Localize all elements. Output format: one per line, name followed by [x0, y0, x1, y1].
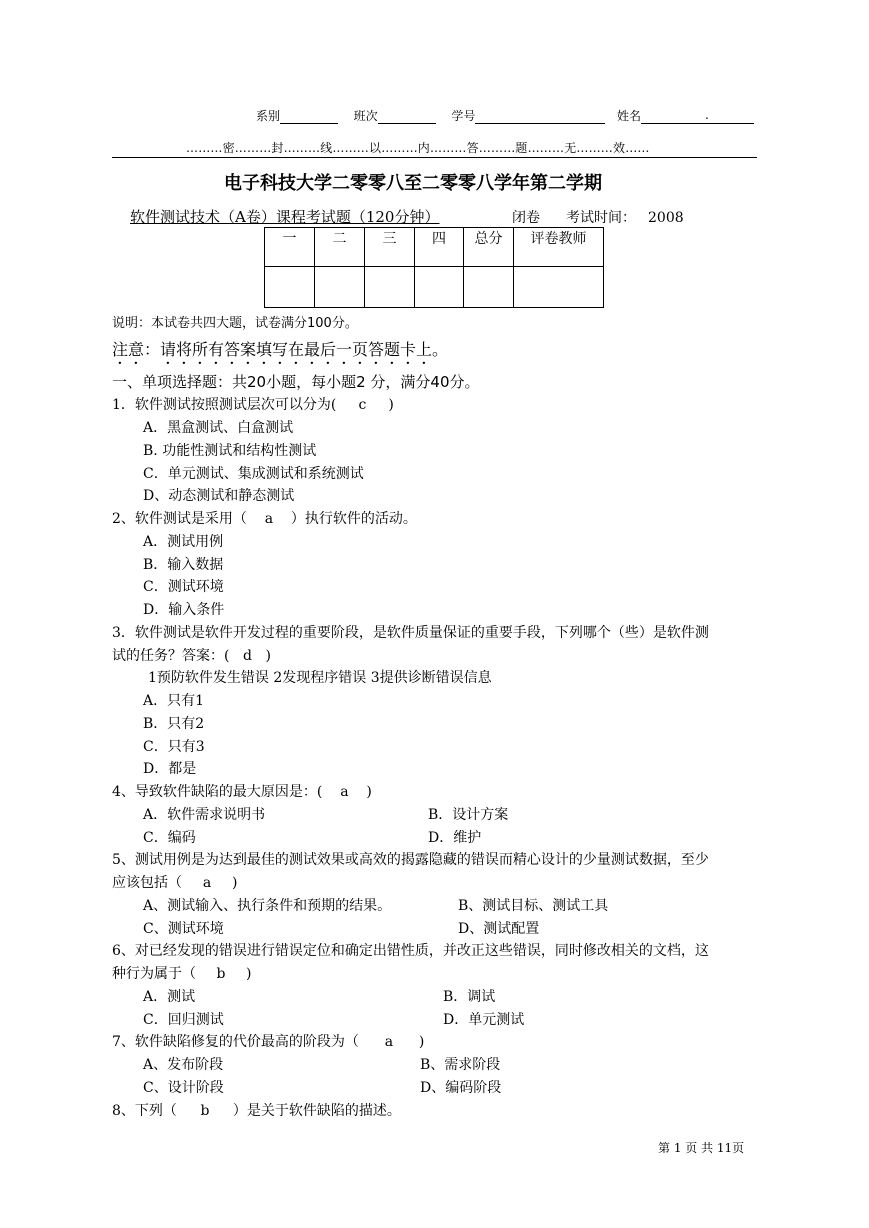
exam-time-value: 2008	[648, 210, 684, 226]
attention-text: 请将所有答案填写在最后一页答题卡上。	[160, 340, 449, 359]
answer-blank: d	[242, 648, 252, 664]
option: C．编码	[143, 830, 196, 846]
question-6-stem-cont: 种行为属于（ b )	[112, 966, 252, 982]
question-1-stem: 1．软件测试按照测试层次可以分为( c )	[112, 397, 394, 413]
header-rule	[112, 157, 757, 158]
question-2-stem: 2、软件测试是采用（ a ）执行软件的活动。	[112, 511, 417, 527]
option: C、设计阶段	[143, 1080, 224, 1096]
score-cell[interactable]	[464, 267, 514, 308]
question-7-stem: 7、软件缺陷修复的代价最高的阶段为（ a )	[112, 1034, 425, 1050]
name-field[interactable]	[641, 109, 754, 124]
question-3-stem: 3．软件测试是软件开发过程的重要阶段，是软件质量保证的重要手段，下列哪个（些）是软件测	[112, 625, 709, 641]
exam-subtitle	[130, 207, 439, 227]
score-cell[interactable]	[514, 267, 604, 308]
option: C．只有3	[143, 739, 205, 755]
class-field[interactable]	[378, 109, 436, 124]
exam-title: 电子科技大学二零零八至二零零八学年第二学期	[224, 173, 602, 194]
score-table	[264, 227, 604, 308]
course-title: 软件测试技术（A卷）课程考试题（120分钟）	[130, 208, 440, 226]
name-label: 姓名	[617, 109, 642, 123]
answer-blank: a	[264, 511, 274, 527]
option: D．输入条件	[143, 602, 225, 618]
question-6-stem: 6、对已经发现的错误进行错误定位和确定出错性质，并改正这些错误，同时修改相关的文档，这	[112, 943, 709, 959]
option: D、编码阶段	[420, 1080, 502, 1096]
question-5-stem-cont: 应该包括（ a )	[112, 875, 238, 891]
seal-line: ………密………封………线………以………内………答………题………无………效……	[186, 141, 650, 155]
option: A．软件需求说明书	[143, 807, 266, 823]
option: D．单元测试	[443, 1012, 525, 1028]
exam-explanation: 说明：本试卷共四大题，试卷满分100分。	[112, 316, 358, 331]
option: B．输入数据	[143, 557, 224, 573]
exam-time-label: 考试时间：	[566, 210, 636, 226]
question-5-stem: 5、测试用例是为达到最佳的测试效果或高效的揭露隐藏的错误而精心设计的少量测试数据，至少	[112, 852, 709, 868]
option: B. 功能性测试和结构性测试	[143, 443, 317, 459]
option: A、发布阶段	[143, 1057, 224, 1073]
option: B、需求阶段	[420, 1057, 501, 1073]
score-cell[interactable]	[265, 267, 315, 308]
option: A．黑盒测试、白盒测试	[143, 420, 294, 436]
score-cell[interactable]	[365, 267, 415, 308]
score-header: 评卷教师	[514, 228, 604, 267]
answer-blank: b	[200, 1103, 210, 1119]
answer-blank: a	[340, 784, 349, 800]
option: A．测试	[143, 989, 196, 1005]
class-label: 班次	[353, 109, 378, 123]
score-header: 总分	[464, 228, 514, 267]
dept-field[interactable]	[280, 109, 338, 124]
attention-label: 注意：	[112, 340, 161, 359]
option: D．都是	[143, 761, 197, 777]
exam-attention	[112, 339, 448, 368]
option: C．测试环境	[143, 579, 224, 595]
score-cell[interactable]	[315, 267, 365, 308]
score-header: 三	[365, 228, 415, 267]
question-4-stem: 4、导致软件缺陷的最大原因是：( a )	[112, 784, 372, 800]
option: D、动态测试和静态测试	[143, 488, 295, 504]
score-cell[interactable]	[415, 267, 464, 308]
dept-label: 系别	[256, 109, 281, 123]
section1-heading: 一、单项选择题：共20小题，每小题2 分，满分40分。	[112, 373, 480, 391]
answer-blank: a	[384, 1034, 394, 1050]
option: B．设计方案	[428, 807, 509, 823]
score-header: 二	[315, 228, 365, 267]
option: C、测试环境	[143, 921, 224, 937]
option: D、测试配置	[458, 921, 540, 937]
page-number: 第 1 页 共 11页	[658, 1141, 745, 1155]
question-8-stem: 8、下列（ b ）是关于软件缺陷的描述。	[112, 1103, 401, 1119]
student-info-line	[256, 108, 754, 124]
answer-blank: b	[216, 966, 226, 982]
id-label: 学号	[451, 109, 476, 123]
name-dot: .	[705, 108, 709, 122]
option: B、测试目标、测试工具	[458, 898, 609, 914]
option: A、测试输入、执行条件和预期的结果。	[143, 898, 392, 914]
option: C．单元测试、集成测试和系统测试	[143, 466, 364, 482]
score-header: 一	[265, 228, 315, 267]
option: D．维护	[428, 830, 482, 846]
id-field[interactable]	[475, 109, 605, 124]
answer-blank: c	[358, 397, 367, 413]
question-3-stem-cont: 试的任务？答案：( d )	[112, 648, 271, 664]
option: B．调试	[443, 989, 496, 1005]
question-3-items: 1预防软件发生错误 2发现程序错误 3提供诊断错误信息	[148, 670, 492, 686]
score-header: 四	[415, 228, 464, 267]
option: A．只有1	[143, 693, 205, 709]
answer-blank: a	[202, 875, 212, 891]
option: B．只有2	[143, 716, 205, 732]
option: C．回归测试	[143, 1012, 224, 1028]
option: A．测试用例	[143, 534, 224, 550]
closed-book: 闭卷	[512, 210, 540, 226]
